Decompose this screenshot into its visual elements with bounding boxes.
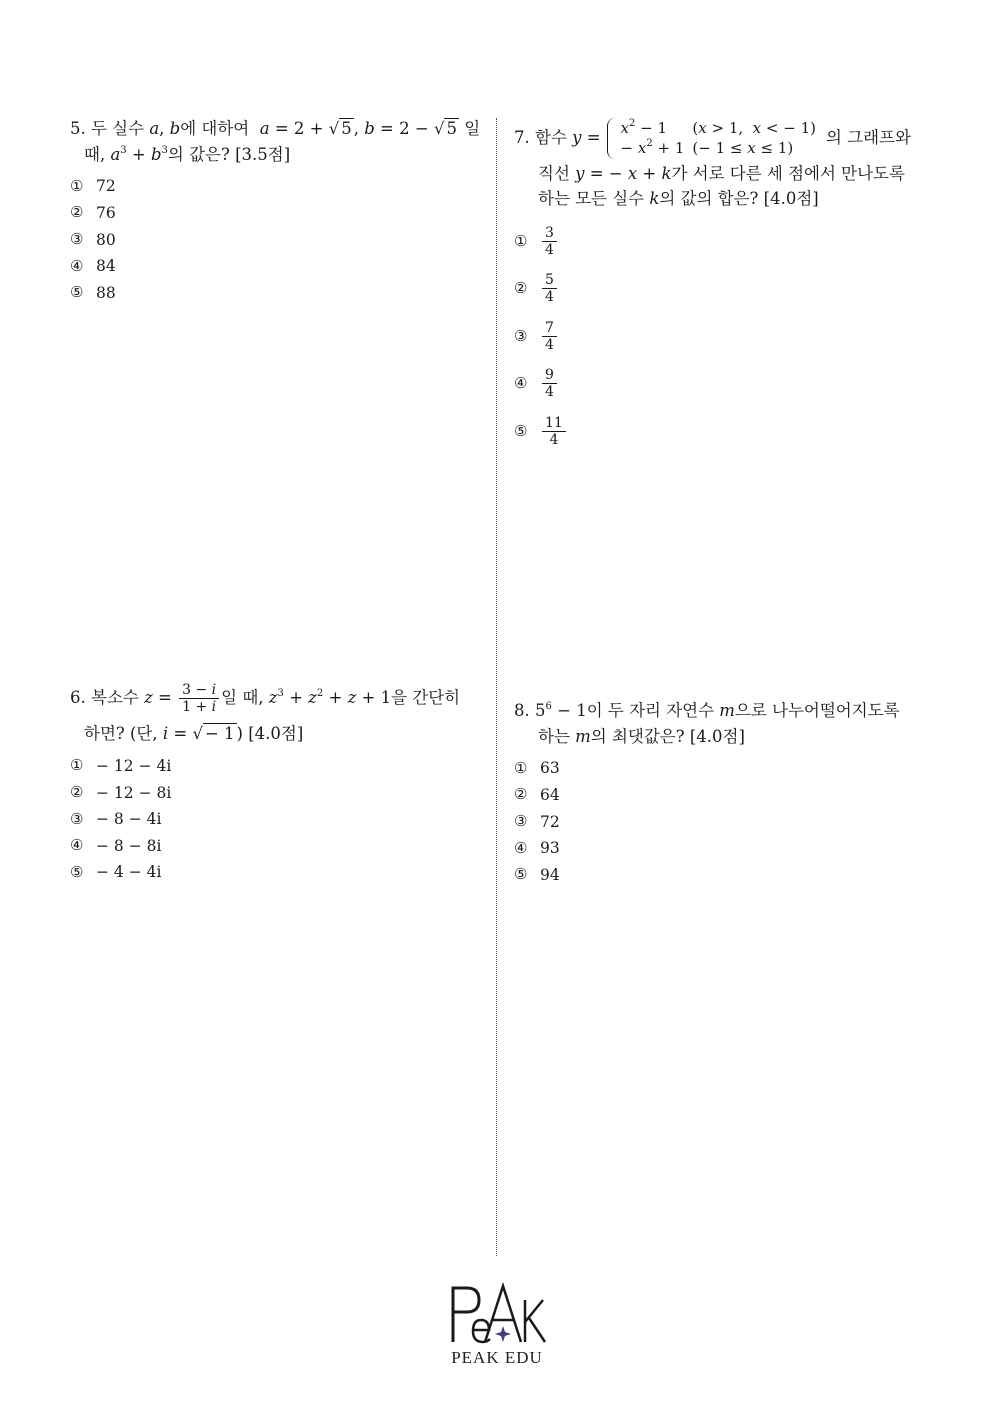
question-number: 7. [514, 128, 530, 148]
choice-option[interactable]: ③ $\frac{7}{4}$ [514, 313, 934, 361]
peak-edu-logo [442, 1280, 552, 1370]
column-divider [496, 118, 497, 1256]
question-number: 8. [514, 701, 530, 720]
choice-option[interactable]: ⑤ − 4 − 4i [70, 862, 162, 882]
choice-option[interactable]: ② − 12 − 8i [70, 783, 172, 802]
question-number: 5. [70, 119, 86, 138]
question-6: 6. 복소수 z = $\frac{3 - i}{1 + i}$ 일 때, $z^3 + z^2 + z + 1$을 간단히 하면? (단, i = √ − 1 ) [4.0점] ① − 12 − 4i ② − 12 − 8i ③ − 8 − 4i ④ − 8 − 8i ⑤ − 4 − 4i [70, 682, 480, 886]
choice-option[interactable]: ③ 80 [70, 229, 116, 249]
question-5: 5. 두 실수 a, b에 대하여 a = 2 + √ 5 , b = 2 − √ 5 일 때, $a^3 + b^3$의 값은? [3.5점] ① 72 ② 76 ③ 80 ④ 84 ⑤ 88 [70, 116, 480, 306]
score-label: [3.5점] [235, 144, 291, 164]
choice-option[interactable]: ④ $\frac{9}{4}$ [514, 360, 934, 408]
choice-option[interactable]: ① 72 [70, 176, 116, 196]
answer-choices [70, 753, 480, 886]
choice-option[interactable]: ① $\frac{3}{4}$ [514, 218, 934, 266]
choice-option[interactable]: ① 63 [514, 758, 560, 778]
choice-option[interactable]: ⑤ $\frac{11}{4}$ [514, 408, 934, 456]
piecewise-function: $x^2 - 1$ (x > 1, x < − 1) − $x^2 + 1$ (− 1 ≤ x ≤ 1) [607, 118, 820, 159]
question-7: 7. 함수 y = $x^2 - 1$ (x > 1, x < − 1) − $x^2 + 1$ (− 1 ≤ x ≤ 1) 의 그래프와 직선 y = − x + k가 서로 다른 세 점에서 만나도록 하는 모든 실수 k의 값의 합은? [4.0점] ① $\frac{3}{4}$ ② $\frac{5}{4}$ ③ $\frac{7}{4}$ ④ $\frac{9}{4}$ ⑤ $\frac{11}{4}$ [514, 118, 934, 455]
choice-option[interactable]: ① − 12 − 4i [70, 756, 172, 776]
choice-option[interactable]: ④ − 8 − 8i [70, 836, 162, 855]
choice-option[interactable]: ② 76 [70, 203, 116, 222]
choice-option[interactable]: ③ − 8 − 4i [70, 809, 162, 829]
question-number: 6. [70, 688, 86, 708]
choice-option[interactable]: ③ 72 [514, 811, 560, 831]
choice-option[interactable]: ② 64 [514, 785, 560, 804]
score-label: [4.0점] [763, 189, 819, 209]
choice-option[interactable]: ⑤ 94 [514, 865, 560, 884]
choice-option[interactable]: ② $\frac{5}{4}$ [514, 265, 934, 313]
logo-text: PEAK EDU [451, 1348, 543, 1367]
score-label: [4.0점] [248, 724, 304, 744]
choice-option[interactable]: ④ 93 [514, 838, 560, 858]
choice-option[interactable]: ⑤ 88 [70, 283, 116, 302]
answer-choices [70, 173, 480, 306]
question-8: 8. $5^6 - 1$이 두 자리 자연수 m으로 나누어떨어지도록 하는 m의 최댓값은? [4.0점] ① 63 ② 64 ③ 72 ④ 93 ⑤ 94 [514, 698, 934, 888]
answer-choices [514, 218, 934, 456]
answer-choices [514, 755, 934, 888]
score-label: [4.0점] [689, 726, 745, 746]
peak-logo-mark [445, 1280, 549, 1346]
choice-option[interactable]: ④ 84 [70, 256, 116, 276]
